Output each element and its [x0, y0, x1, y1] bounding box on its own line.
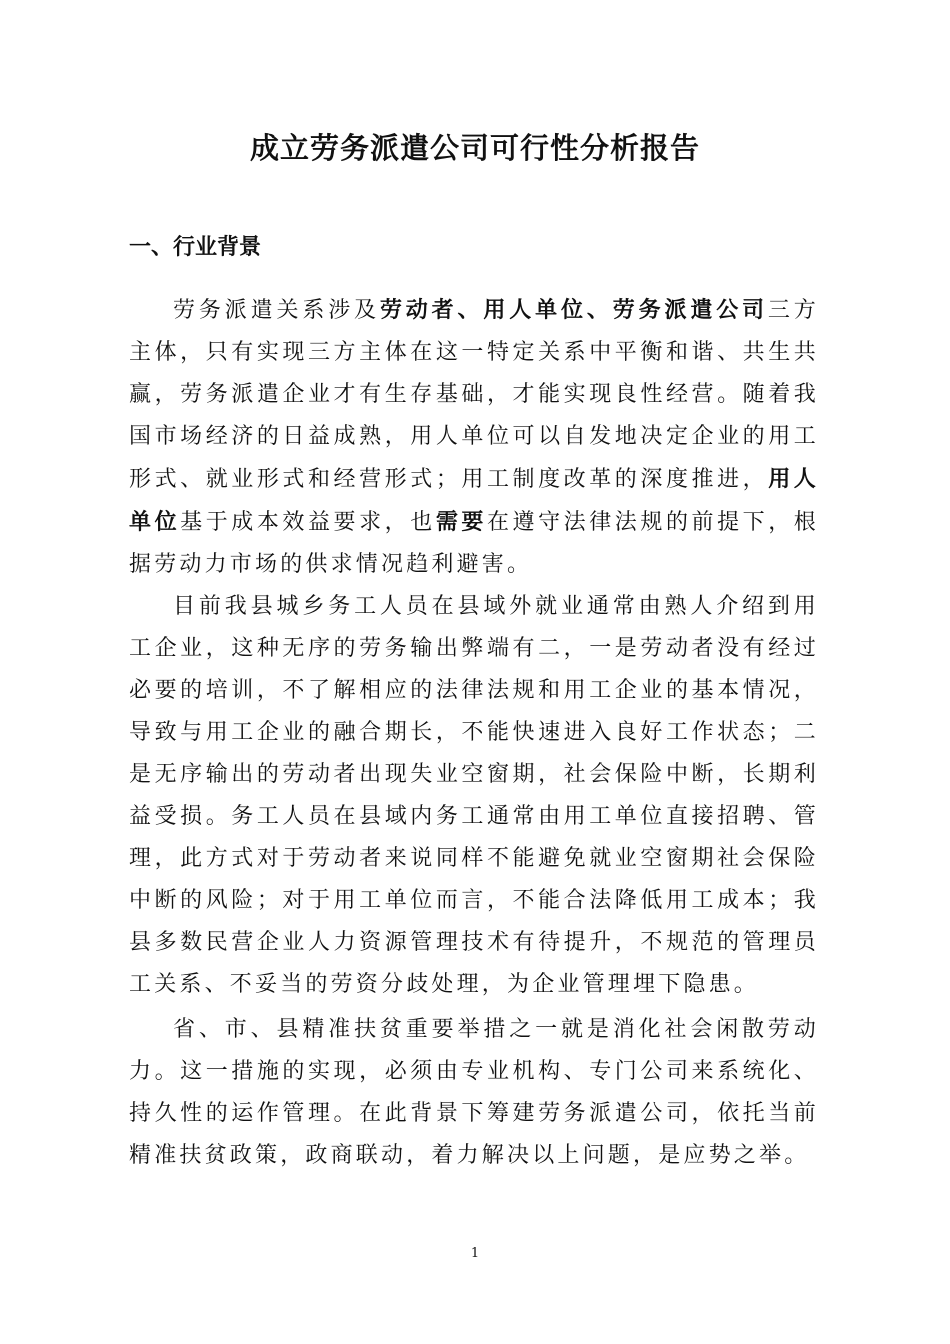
paragraph1-bold-need: 需要 — [435, 509, 487, 535]
paragraph1-text-3: 基于成本效益要求，也 — [180, 510, 436, 535]
paragraph1-text-4: 在遵守法律法规的前提下，根据劳动力市场的供求情况趋利避害。 — [129, 510, 819, 577]
section-heading: 一、行业背景 — [129, 234, 262, 260]
document-title: 成立劳务派遣公司可行性分析报告 — [249, 131, 700, 165]
paragraph1-text-2: 三方主体，只有实现三方主体在这一特定关系中平衡和谐、共生共赢，劳务派遣企业才有生存基础，才能实现良性经营。随着我国市场经济的日益成熟，用人单位可以自发地决定企业的用工形式、就业形式和经营形式；用工制度改革的深度推进， — [129, 298, 819, 492]
paragraph-current-situation: 目前我县城乡务工人员在县域外就业通常由熟人介绍到用工企业，这种无序的劳务输出弊端有二，一是劳动者没有经过必要的培训，不了解相应的法律法规和用工企业的基本情况，导致与用工企业的融合期长，不能快速进入良好工作状态；二是无序输出的劳动者出现失业空窗期，社会保险中断，长期利益受损。务工人员在县域内务工通常由用工单位直接招聘、管理，此方式对于劳动者来说同样不能避免就业空窗期社会保险中断的风险；对于用工单位而言，不能合法降低用工成本；我县多数民营企业人力资源管理技术有待提升，不规范的管理员工关系、不妥当的劳资分歧处理，为企业管理埋下隐患。 — [129, 594, 819, 997]
paragraph-industry-background — [129, 289, 819, 586]
paragraph1-bold-employer: 用人单位 — [129, 466, 819, 535]
paragraph-poverty-alleviation: 省、市、县精准扶贫重要举措之一就是消化社会闲散劳动力。这一措施的实现，必须由专业机构、专门公司来系统化、持久性的运作管理。在此背景下筹建劳务派遣公司，依托当前精准扶贫政策，政商联动，着力解决以上问题，是应势之举。 — [129, 1017, 819, 1168]
page-number: 1 — [470, 1246, 480, 1261]
paragraph1-text-1: 劳务派遣关系涉及 — [173, 298, 380, 323]
paragraph1-bold-parties: 劳动者、用人单位、劳务派遣公司 — [379, 297, 768, 323]
